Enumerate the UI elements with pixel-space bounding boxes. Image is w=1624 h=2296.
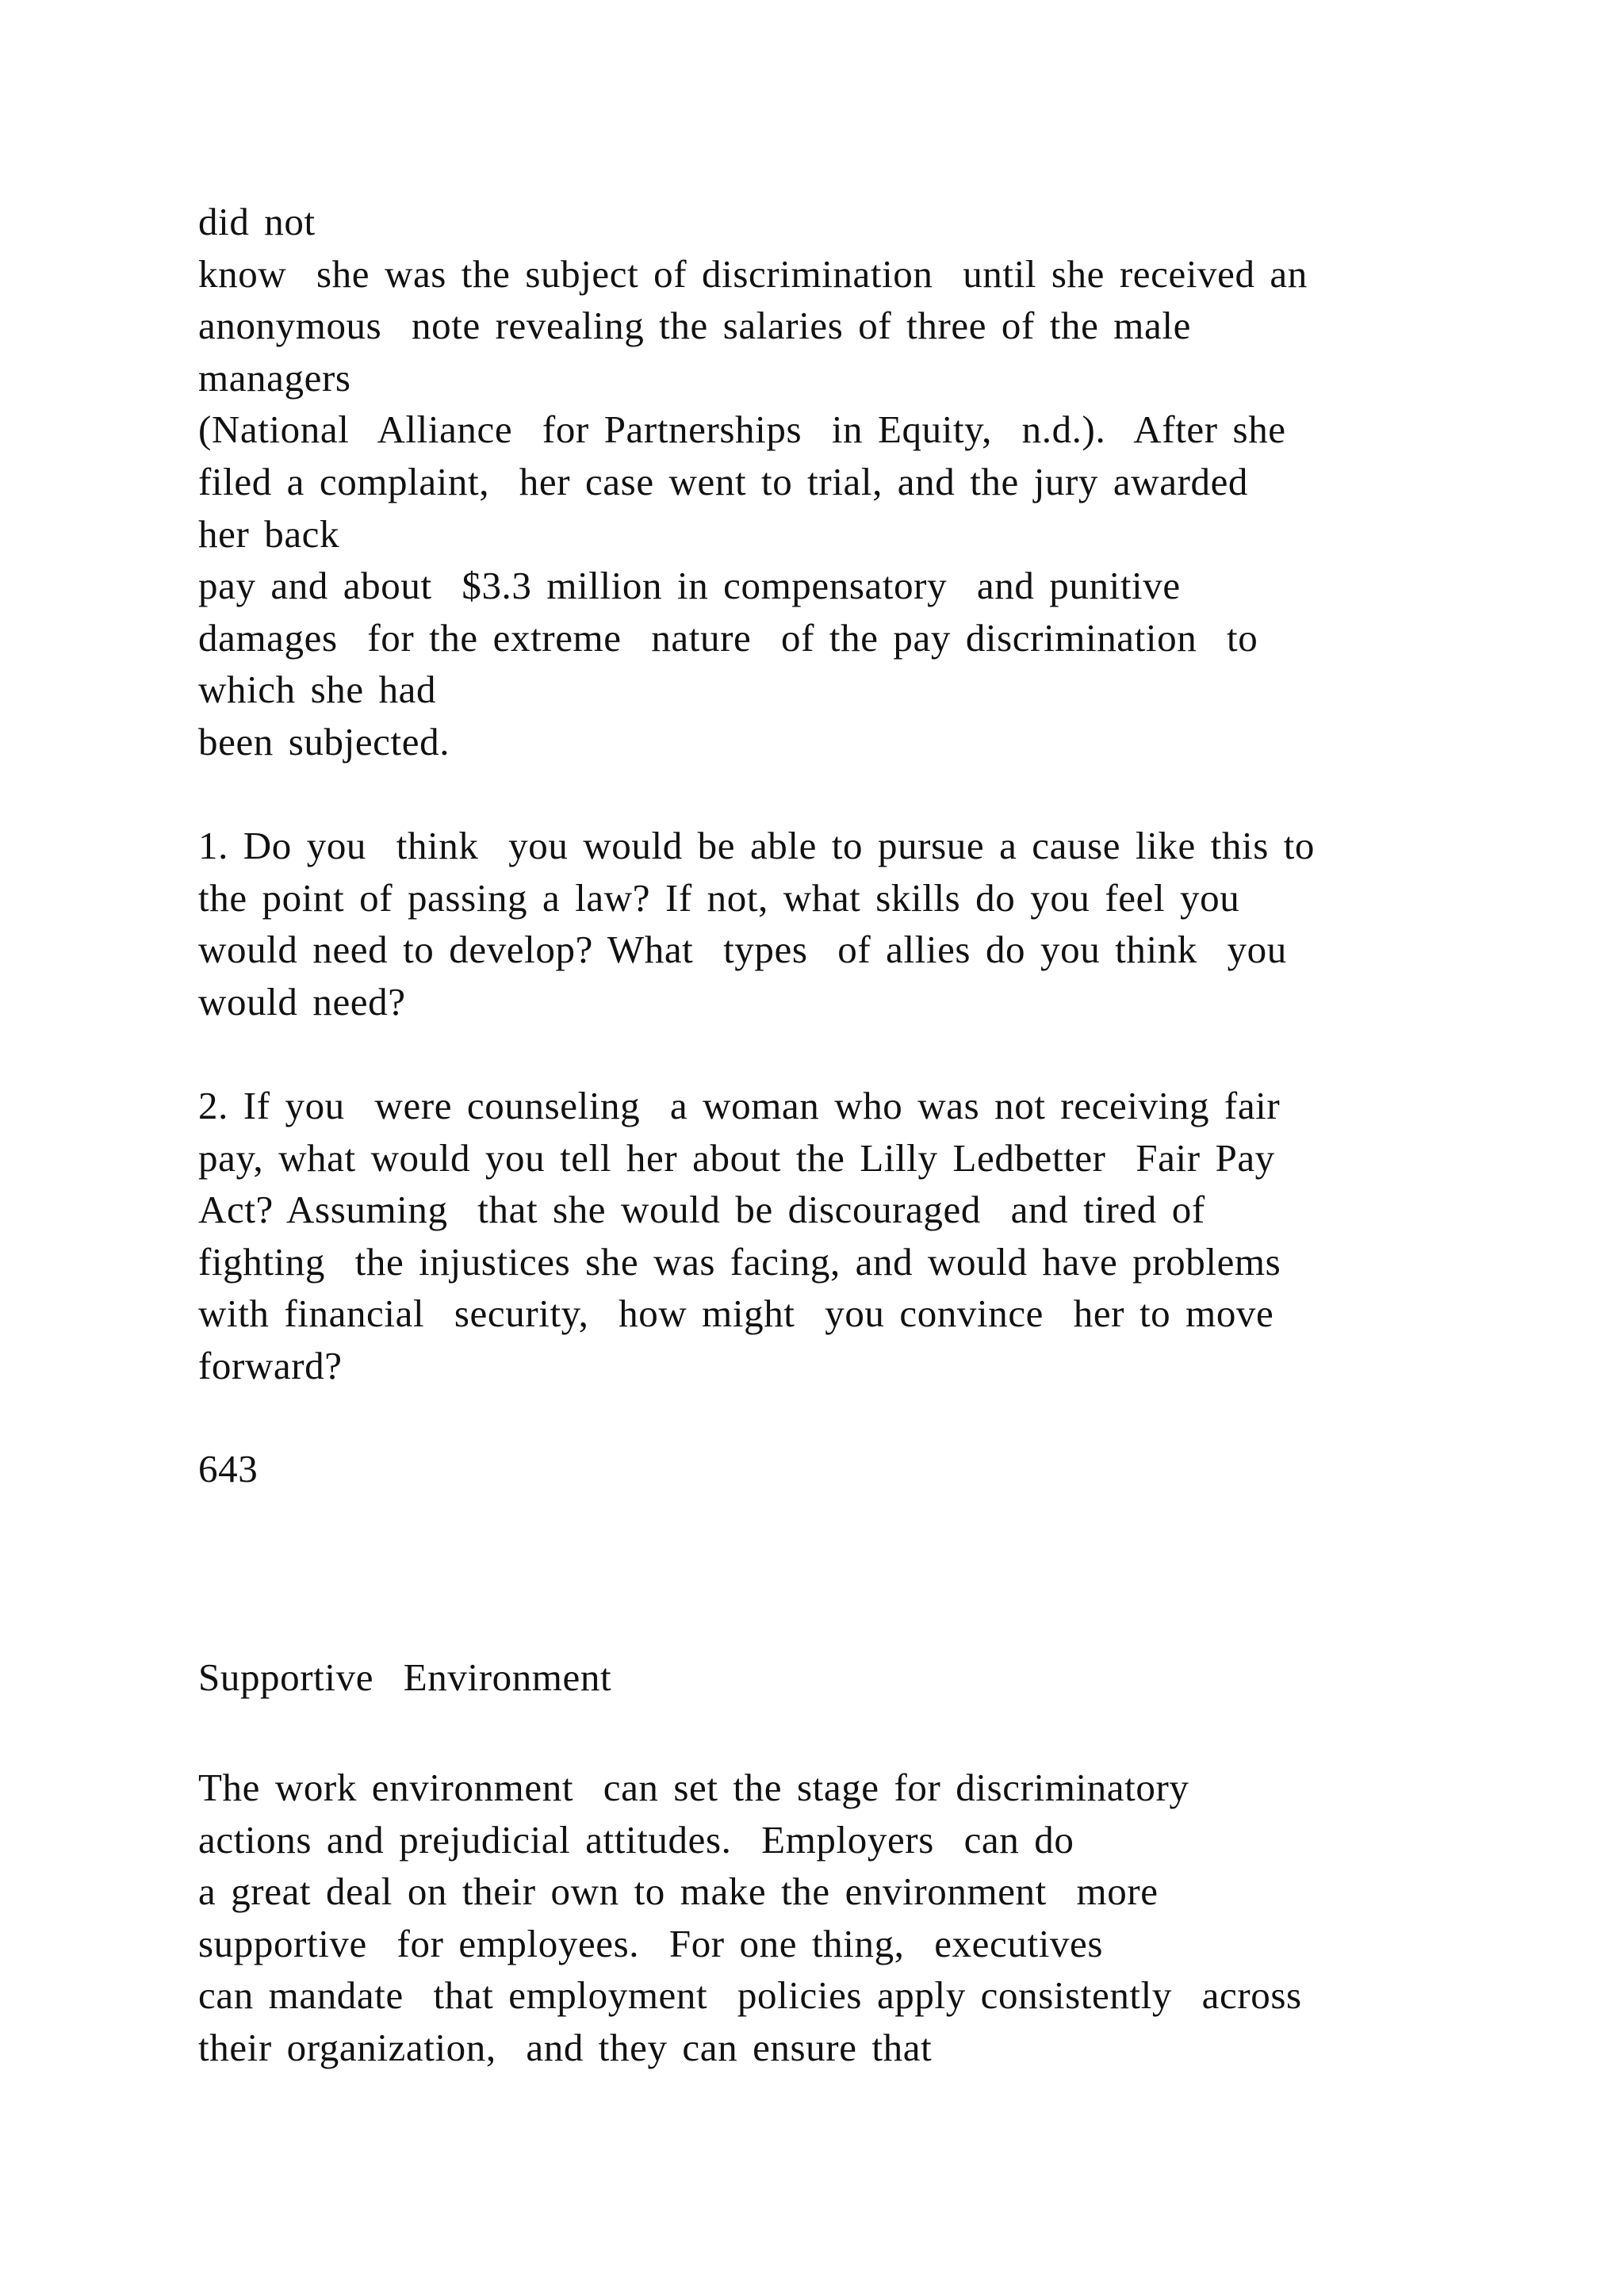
text-line: forward? <box>198 1343 343 1387</box>
text-line: The work environment can set the stage for discriminatory <box>198 1766 1189 1809</box>
text-line: fighting the injustices she was facing, and would have problems <box>198 1239 1281 1284</box>
text-line: 2. If you were counseling a woman who was not receiving fair <box>198 1084 1281 1127</box>
text-line: pay, what would you tell her about the Lilly Ledbetter Fair Pay <box>198 1135 1275 1180</box>
text-line: which she had <box>198 668 437 712</box>
text-line: actions and prejudicial attitudes. Employers can do <box>198 1817 1074 1862</box>
text-line: her back <box>198 511 340 556</box>
text-line: know she was the subject of discrimination until she received an <box>198 251 1308 296</box>
text-line: damages for the extreme nature of the pay discrimination to <box>198 615 1258 660</box>
text-line: pay and about $3.3 million in compensatory and punitive <box>198 564 1181 608</box>
text-line: would need to develop? What types of allies do you think you <box>198 928 1287 972</box>
text-line: managers <box>198 355 351 400</box>
text-line: anonymous note revealing the salaries of three of the male <box>198 304 1191 348</box>
paragraph-supportive-environment <box>198 1762 1499 2074</box>
text-line: (National Alliance for Partnerships in Equity, n.d.). After she <box>198 408 1286 452</box>
text-line: been subjected. <box>198 719 450 763</box>
text-line: with financial security, how might you convince her to move <box>198 1292 1274 1336</box>
text-line: did not <box>198 200 316 243</box>
text-line: filed a complaint, her case went to trial, and the jury awarded <box>198 459 1249 503</box>
text-line: supportive for employees. For one thing, executives <box>198 1921 1104 1965</box>
text-line: a great deal on their own to make the environment more <box>198 1869 1159 1914</box>
text-line: the point of passing a law? If not, what skills do you feel you <box>198 875 1240 920</box>
section-heading <box>198 1651 1499 1704</box>
paragraph-case-continuation <box>198 196 1499 768</box>
question-1 <box>198 820 1499 1027</box>
text-line: can mandate that employment policies apply consistently across <box>198 1973 1302 2018</box>
text-line: 1. Do you think you would be able to pursue a cause like this to <box>198 824 1316 867</box>
page-number-text: 643 <box>198 1447 259 1490</box>
text-line: Act? Assuming that she would be discouraged and tired of <box>198 1188 1205 1232</box>
text-line: would need? <box>198 979 406 1024</box>
page-number <box>198 1443 1499 1495</box>
section-heading-text: Supportive Environment <box>198 1655 612 1699</box>
text-line: their organization, and they can ensure that <box>198 2025 933 2069</box>
question-2 <box>198 1080 1499 1392</box>
